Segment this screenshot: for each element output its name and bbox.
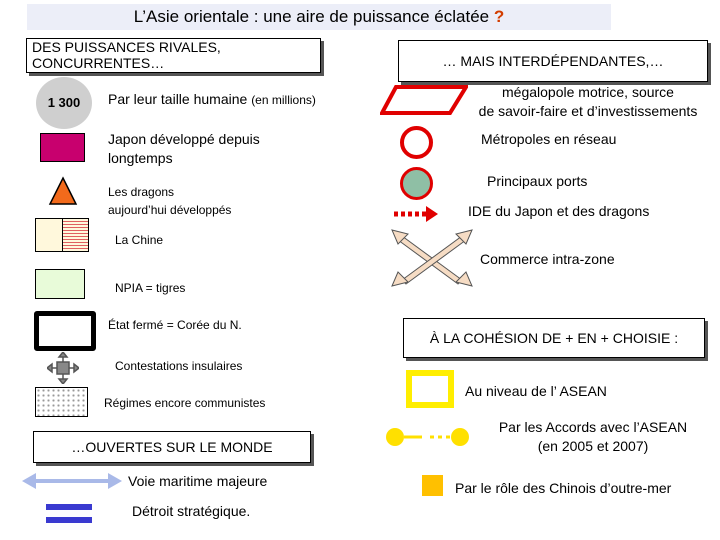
asean-swatch [406,370,454,408]
section-header-rivales-text: DES PUISSANCES RIVALES, CONCURRENTES… [32,39,221,71]
section-header-interdependantes [398,40,708,82]
chine-label: La Chine [115,233,164,247]
chinois-outre-mer-label: Par le rôle des Chinois d’outre-mer [455,480,672,496]
section-header-rivales [26,38,321,73]
section-header-interdependantes-text: … MAIS INTERDÉPENDANTES,… [442,53,664,69]
voie-maritime-arrow-icon [20,468,124,494]
communistes-swatch [35,387,88,417]
section-header-ouvertes-text: …OUVERTES SUR LE MONDE [71,439,273,455]
title-question-mark: ? [493,7,505,26]
population-unit: (en millions) [251,93,316,107]
chinois-outre-mer-swatch [422,475,443,496]
population-circle-icon [36,77,92,129]
dragons-label: Les dragons aujourd’hui développés [108,185,232,217]
etat-ferme-swatch [34,311,96,351]
section-header-cohesion-text: À LA COHÉSION DE + EN + CHOISIE : [429,330,679,346]
commerce-label: Commerce intra-zone [480,251,615,267]
npia-swatch [35,269,85,299]
ide-label: IDE du Japon et des dragons [468,203,650,219]
contestations-arrows-icon [47,352,79,384]
dragons-triangle-icon [48,176,78,206]
metropoles-label: Métropoles en réseau [481,131,617,147]
population-label: Par leur taille humaine [108,91,248,107]
section-header-ouvertes [33,431,311,463]
metropoles-circle-icon [400,126,433,159]
japon-label: Japon développé depuis longtemps [108,131,260,166]
contestations-label: Contestations insulaires [115,359,243,373]
japon-swatch [40,133,85,162]
section-header-cohesion [403,318,705,358]
communistes-label: Régimes encore communistes [104,396,266,410]
megalopole-parallelogram-icon [380,84,468,116]
page-title [27,4,611,30]
population-value: 1 300 [47,95,81,110]
detroit-label: Détroit stratégique. [132,503,251,519]
voie-maritime-label: Voie maritime majeure [128,473,268,489]
megalopole-label: mégalopole motrice, source de savoir-faire et d’investissements [478,84,698,119]
commerce-cross-arrows-icon [388,226,476,290]
ports-label: Principaux ports [487,173,588,189]
population-legend [108,90,316,109]
title-text: L’Asie orientale : une aire de puissance éclatée [133,7,490,26]
chine-swatch [35,218,89,252]
detroit-icon [46,503,92,525]
ide-dashed-arrow-icon [392,204,440,224]
ports-circle-icon [400,167,433,200]
asean-label: Au niveau de l’ ASEAN [465,383,607,399]
npia-label: NPIA = tigres [115,281,186,295]
etat-ferme-label: État fermé = Corée du N. [108,318,242,332]
accords-dumbbell-icon [384,423,474,451]
accords-label: Par les Accords avec l’ASEAN (en 2005 et 2007) [498,419,688,454]
